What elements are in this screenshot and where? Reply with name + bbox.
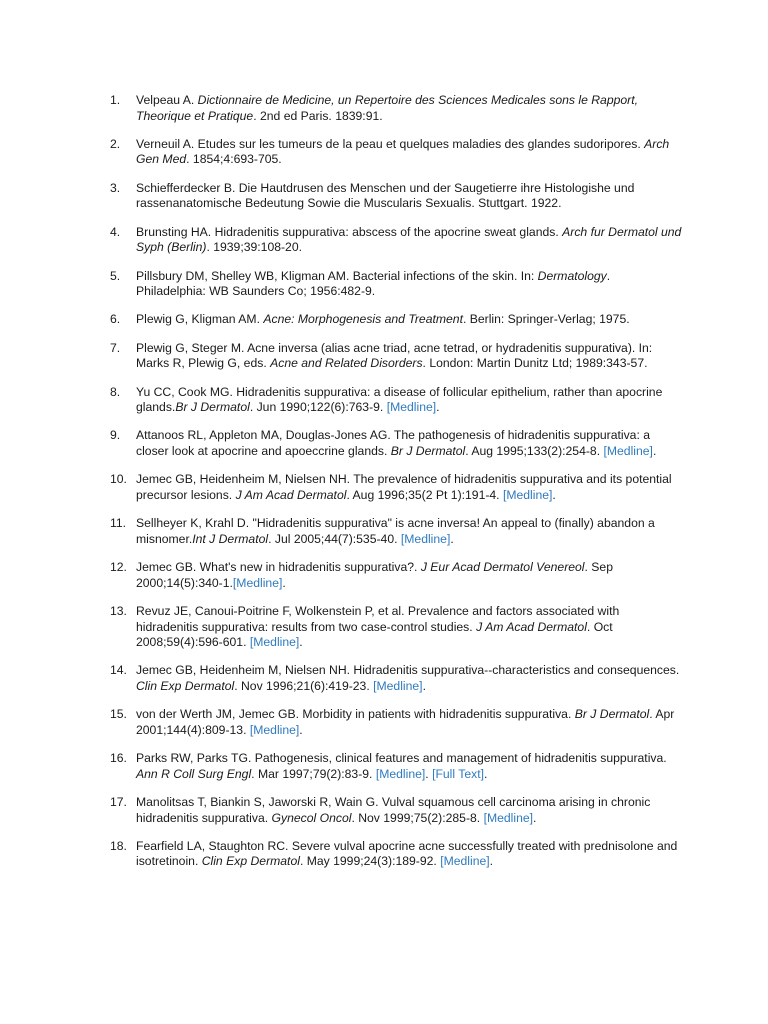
reference-tail: .: [484, 766, 488, 781]
reference-links: [373, 679, 422, 693]
reference-text: [136, 663, 679, 693]
reference-source: Dictionnaire de Medicine, un Repertoire des Sciences Medicales sons le Rapport, Theorique et Pratique: [136, 93, 639, 123]
reference-number: 11.: [110, 516, 127, 531]
reference-number: 13.: [110, 603, 127, 618]
reference-authors-title: Jemec GB, Heidenheim M, Nielsen NH. Hidradenitis suppurativa--characteristics and consequences.: [136, 663, 680, 678]
reference-source: Br J Dermatol: [574, 707, 650, 722]
reference-text: [136, 428, 656, 458]
reference-item: [110, 751, 682, 782]
link-separator: .: [425, 766, 433, 781]
reference-authors-title: Manolitsas T, Biankin S, Jaworski R, Wain G. Vulval squamous cell carcinoma arising in chronic hidradenitis suppurativa.: [136, 795, 651, 825]
medline-link[interactable]: [Medline]: [440, 854, 490, 869]
reference-number: 1.: [110, 93, 121, 107]
reference-text: [136, 707, 674, 737]
reference-item: [110, 137, 682, 168]
reference-number: 12.: [110, 560, 127, 575]
reference-item: [110, 839, 682, 870]
reference-item: [110, 472, 682, 503]
reference-number: 6.: [110, 312, 121, 327]
medline-link[interactable]: [Medline]: [373, 678, 423, 693]
reference-number: 14.: [110, 663, 127, 678]
reference-text: [136, 269, 610, 299]
reference-source: Gynecol Oncol: [271, 810, 352, 825]
reference-details: . 1939;39:108-20.: [206, 240, 303, 255]
reference-number: 10.: [110, 472, 127, 487]
reference-links: [401, 532, 450, 546]
reference-text: [136, 93, 638, 123]
reference-authors-title: Fearfield LA, Staughton RC. Severe vulval apocrine acne successfully treated with prednisolone and isotretinoin.: [136, 838, 678, 869]
reference-authors-title: Pillsbury DM, Shelley WB, Kligman AM. Bacterial infections of the skin. In:: [136, 268, 538, 283]
reference-text: [136, 181, 634, 211]
reference-item: [110, 341, 682, 372]
reference-number: 8.: [110, 384, 121, 399]
reference-source: Br J Dermatol: [390, 444, 466, 458]
reference-item: [110, 560, 682, 591]
medline-link[interactable]: [Medline]: [249, 722, 300, 737]
reference-details: . Apr 2001;144(4):809-13.: [136, 707, 675, 737]
medline-link[interactable]: [Medline]: [249, 635, 300, 650]
reference-links: [603, 444, 652, 458]
reference-text: [136, 472, 672, 502]
reference-source: Acne and Related Disorders: [270, 356, 423, 371]
reference-text: [136, 839, 677, 869]
reference-source: Int J Dermatol: [192, 531, 269, 546]
reference-item: [110, 516, 682, 547]
reference-links: [484, 811, 533, 825]
reference-details: . Nov 1999;75(2):285-8.: [351, 810, 484, 825]
reference-text: [136, 225, 681, 255]
reference-details: . Aug 1996;35(2 Pt 1):191-4.: [346, 487, 503, 502]
reference-details: . Oct 2008;59(4):596-601.: [136, 619, 613, 650]
reference-details: . 1854;4:693-705.: [186, 152, 282, 167]
reference-links: [503, 488, 552, 502]
reference-authors-title: Attanoos RL, Appleton MA, Douglas-Jones AG. The pathogenesis of hidradenitis suppurativa: a closer look at apocrine and apoeccrine glands.: [136, 428, 650, 458]
reference-text: [136, 795, 650, 825]
reference-item: [110, 428, 682, 459]
reference-authors-title: Verneuil A. Etudes sur les tumeurs de la peau et quelques maladies des glandes sudoripores.: [136, 136, 645, 151]
reference-text: [136, 751, 667, 781]
reference-details: . Sep 2000;14(5):340-1.: [136, 560, 613, 590]
reference-number: 17.: [110, 795, 127, 809]
reference-links: [233, 576, 282, 590]
reference-item: [110, 707, 682, 738]
reference-tail: .: [282, 575, 286, 590]
reference-links: [376, 767, 484, 781]
reference-number: 15.: [110, 707, 127, 722]
reference-number: 3.: [110, 180, 121, 195]
medline-link[interactable]: [Medline]: [603, 444, 653, 458]
medline-link[interactable]: [Medline]: [400, 531, 451, 546]
reference-text: [136, 604, 619, 649]
reference-item: [110, 312, 682, 328]
reference-details: . Jun 1990;122(6):763-9.: [249, 400, 387, 415]
reference-number: 2.: [110, 136, 121, 151]
medline-link[interactable]: [Medline]: [232, 575, 283, 590]
reference-details: . Mar 1997;79(2):83-9.: [251, 766, 376, 781]
medline-link[interactable]: [Medline]: [483, 810, 534, 825]
reference-details: . Aug 1995;133(2):254-8.: [465, 444, 604, 458]
reference-tail: .: [450, 531, 454, 546]
reference-authors-title: Plewig G, Steger M. Acne inversa (alias acne triad, acne tetrad, or hydradenitis suppurativa). In: Marks R, Plewig G, eds.: [136, 340, 653, 371]
reference-item: [110, 225, 682, 256]
reference-details: . 2nd ed Paris. 1839:91.: [253, 108, 383, 123]
reference-text: [136, 312, 630, 326]
reference-list: [110, 93, 682, 883]
medline-link[interactable]: [Medline]: [502, 487, 553, 502]
reference-source: J Am Acad Dermatol: [476, 619, 587, 634]
reference-source: Clin Exp Dermatol: [136, 678, 235, 693]
reference-tail: .: [552, 487, 556, 502]
reference-details: . May 1999;24(3):189-92.: [299, 854, 441, 869]
reference-item: [110, 269, 682, 300]
reference-text: [136, 560, 613, 590]
reference-source: Br J Dermatol: [175, 400, 250, 415]
reference-authors-title: Schiefferdecker B. Die Hautdrusen des Menschen und der Saugetierre ihre Histologishe und rassenanatomische Bedeutung Sowie die Muscularis Sexualis. Stuttgart. 1922.: [136, 180, 635, 211]
reference-details: . Jul 2005;44(7):535-40.: [268, 531, 401, 546]
reference-source: Ann R Coll Surg Engl: [136, 766, 252, 781]
reference-authors-title: Velpeau A.: [136, 93, 198, 107]
reference-links: [250, 723, 299, 737]
reference-number: 4.: [110, 224, 121, 239]
reference-authors-title: Jemec GB, Heidenheim M, Nielsen NH. The prevalence of hidradenitis suppurativa and its potential precursor lesions.: [136, 472, 672, 502]
reference-authors-title: Brunsting HA. Hidradenitis suppurativa: abscess of the apocrine sweat glands.: [136, 224, 563, 239]
reference-source: Arch Gen Med: [136, 136, 670, 167]
reference-item: [110, 795, 682, 826]
medline-link[interactable]: [Medline]: [375, 766, 426, 781]
reference-tail: .: [422, 678, 426, 693]
reference-source: Dermatology: [537, 268, 607, 283]
reference-number: 18.: [110, 838, 127, 853]
reference-source: Arch fur Dermatol und Syph (Berlin): [136, 224, 682, 255]
reference-number: 9.: [110, 428, 121, 443]
reference-tail: .: [436, 400, 440, 415]
reference-tail: .: [489, 854, 494, 869]
reference-source: Clin Exp Dermatol: [201, 854, 300, 869]
reference-tail: .: [299, 722, 303, 737]
reference-number: 7.: [110, 340, 121, 355]
reference-tail: .: [299, 635, 303, 650]
reference-details: . London: Martin Dunitz Ltd; 1989:343-57.: [422, 356, 648, 371]
reference-source: Acne: Morphogenesis and Treatment: [263, 312, 463, 327]
reference-number: 5.: [110, 268, 121, 283]
reference-source: J Eur Acad Dermatol Venereol: [420, 560, 585, 575]
reference-item: [110, 93, 682, 124]
reference-authors-title: Parks RW, Parks TG. Pathogenesis, clinical features and management of hidradenitis suppurativa.: [136, 751, 667, 766]
reference-text: [136, 341, 652, 371]
reference-authors-title: Revuz JE, Canoui-Poitrine F, Wolkenstein P, et al. Prevalence and factors associated with hidradenitis suppurativa: results from two case-control studies.: [136, 603, 620, 634]
reference-item: [110, 385, 682, 416]
reference-text: [136, 137, 669, 167]
reference-item: [110, 604, 682, 651]
reference-source: J Am Acad Dermatol: [235, 487, 347, 502]
reference-details: . Berlin: Springer-Verlag; 1975.: [462, 312, 630, 327]
reference-links: [250, 635, 299, 649]
reference-authors-title: von der Werth JM, Jemec GB. Morbidity in patients with hidradenitis suppurativa.: [136, 707, 575, 722]
reference-links: [387, 400, 436, 414]
reference-links: [440, 854, 489, 868]
reference-details: . Nov 1996;21(6):419-23.: [234, 678, 374, 693]
reference-authors-title: Jemec GB. What's new in hidradenitis suppurativa?.: [136, 560, 421, 575]
reference-number: 16.: [110, 751, 127, 766]
reference-details: . Philadelphia: WB Saunders Co; 1956:482-9.: [136, 268, 611, 299]
medline-link[interactable]: [Medline]: [386, 400, 437, 415]
full-text-link[interactable]: [Full Text]: [432, 766, 484, 781]
reference-tail: .: [533, 810, 537, 825]
reference-text: [136, 385, 662, 415]
reference-item: [110, 181, 682, 212]
reference-authors-title: Sellheyer K, Krahl D. "Hidradenitis suppurativa" is acne inversa! An appeal to (finally) abandon a misnomer.: [136, 516, 655, 546]
reference-tail: .: [652, 444, 657, 458]
reference-text: [136, 516, 655, 546]
reference-authors-title: Yu CC, Cook MG. Hidradenitis suppurativa: a disease of follicular epithelium, rather than apocrine glands.: [136, 384, 663, 415]
reference-authors-title: Plewig G, Kligman AM.: [136, 312, 264, 327]
reference-item: [110, 663, 682, 694]
